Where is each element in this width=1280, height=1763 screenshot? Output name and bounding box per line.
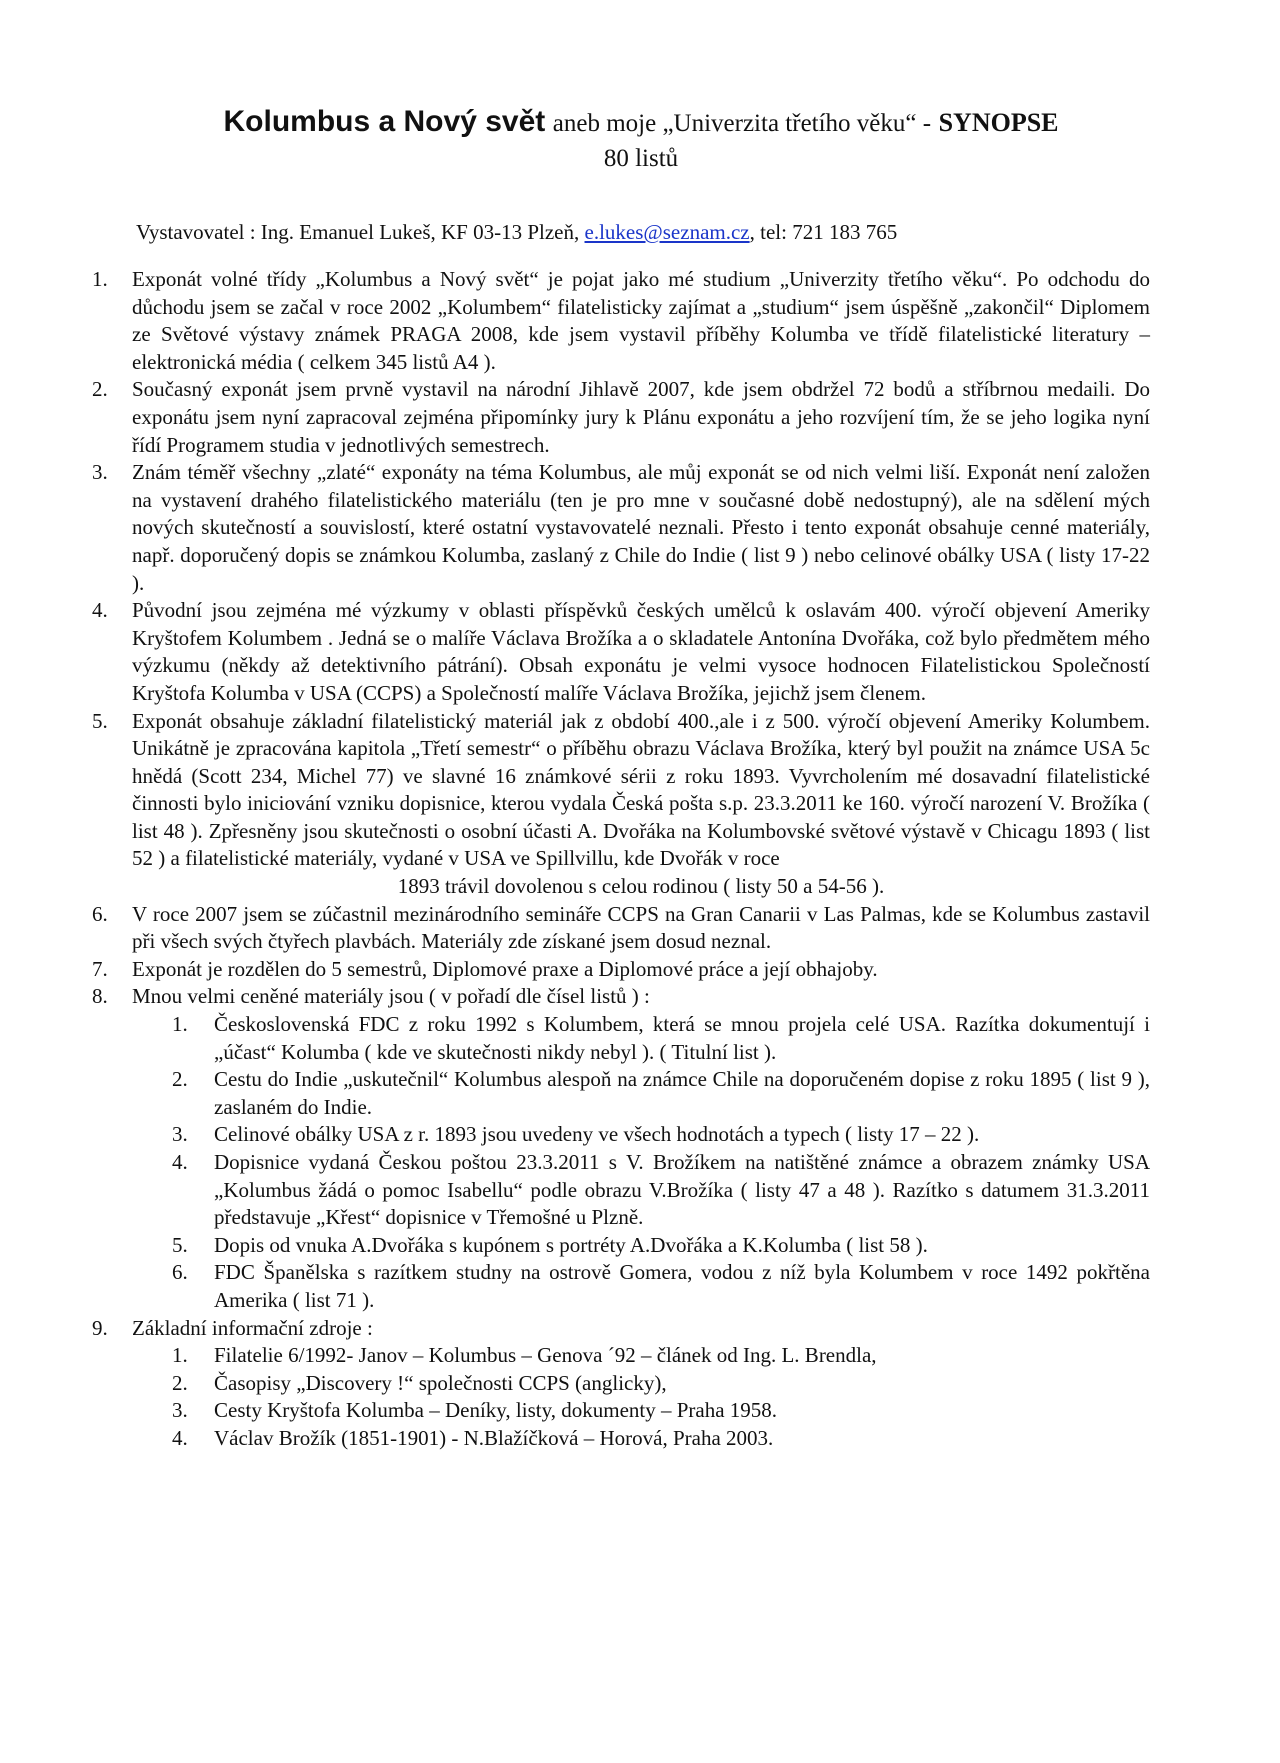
list-item xyxy=(92,376,1150,459)
material-number: 1. xyxy=(172,1012,188,1037)
material-number: 3. xyxy=(172,1122,188,1147)
material-text: FDC Španělska s razítkem studny na ostrově Gomera, vodou z níž byla Kolumbem v roce 1492 pokřtěna Amerika ( list 71 ). xyxy=(214,1260,1150,1312)
sheet-count: 80 listů xyxy=(603,145,679,172)
synopsis-list xyxy=(92,266,1150,1453)
item-text: Exponát je rozdělen do 5 semestrů, Diplomové praxe a Diplomové práce a její obhajoby. xyxy=(132,956,878,981)
source-text: Cesty Kryštofa Kolumba – Deníky, listy, dokumenty – Praha 1958. xyxy=(214,1398,778,1423)
material-text: Dopisnice vydaná Českou poštou 23.3.2011 s V. Brožíkem na natištěné známce a obrazem známky USA „Kolumbus žádá o pomoc Isabellu“ podle obrazu V.Brožíka ( listy 47 a 48 ). Razítko s datumem 31.3.2011 představuje „Křest“ dopisnice v Třemošné u Plzně. xyxy=(214,1150,1150,1230)
title-main: Kolumbus a Nový svět xyxy=(223,105,546,138)
exhibitor-phone: , tel: 721 183 765 xyxy=(749,220,898,244)
item-number: 4. xyxy=(92,598,108,623)
item-number: 7. xyxy=(92,956,108,981)
material-number: 4. xyxy=(172,1150,188,1174)
material-item xyxy=(132,1121,1150,1149)
source-number: 2. xyxy=(172,1370,188,1395)
list-item xyxy=(92,708,1150,901)
title-synopse: SYNOPSE xyxy=(938,108,1059,137)
source-text: Václav Brožík (1851-1901) - N.Blažíčková – Horová, Praha 2003. xyxy=(214,1425,774,1450)
item-number: 2. xyxy=(92,377,108,402)
item-number: 6. xyxy=(92,901,108,926)
item-text-tail: 1893 trávil dovolenou s celou rodinou ( listy 50 a 54-56 ). xyxy=(397,874,885,899)
material-item xyxy=(132,1011,1150,1066)
source-item xyxy=(132,1425,1150,1453)
item-number: 5. xyxy=(92,708,108,733)
item-text: Původní jsou zejména mé výzkumy v oblasti příspěvků českých umělců k oslavám 400. výročí objevení Ameriky Kryštofem Kolumbem . Jedná se o malíře Václava Brožíka a o skladatele Antonína Dvořáka, což bylo předmětem mého výzkumu (někdy až detektivního pátrání). Obsah exponátu je velmi vysoce hodnocen Filatelistickou Společností Kryštofa Kolumba v USA (CCPS) a Společností malíře Václava Brožíka, jejichž jsem členem. xyxy=(132,598,1150,705)
list-item xyxy=(92,266,1150,376)
material-number: 5. xyxy=(172,1232,188,1257)
material-text: Celinové obálky USA z r. 1893 jsou uvedeny ve všech hodnotách a typech ( listy 17 – 22 ). xyxy=(214,1122,980,1147)
item-text: Exponát volné třídy „Kolumbus a Nový svět“ je pojat jako mé studium „Univerzity třetího věku“. Po odchodu do důchodu jsem se začal v roce 2002 „Kolumbem“ filatelisticky zajímat a „studium“ jsem úspěšně „zakončil“ Diplomem ze Světové výstavy známek PRAGA 2008, kde jsem vystavil příběhy Kolumba ve třídě filatelistické literatury – elektronická média ( celkem 345 listů A4 ). xyxy=(132,267,1150,374)
sources-list xyxy=(132,1342,1150,1452)
materials-list xyxy=(132,1011,1150,1315)
material-item xyxy=(132,1066,1150,1121)
material-number: 6. xyxy=(172,1260,188,1285)
material-item xyxy=(132,1259,1150,1314)
list-item xyxy=(92,983,1150,1314)
email-link[interactable]: e.lukes@seznam.cz xyxy=(584,220,750,244)
source-item xyxy=(132,1370,1150,1398)
item-text: Znám téměř všechny „zlaté“ exponáty na téma Kolumbus, ale můj exponát se od nich velmi liší. Exponát není založen na vystavení drahého filatelistického materiálu (ten je pro mne v současné době nedostupný), ale na sdělení mých nových skutečností a souvislostí, které ostatní vystavovatelé neznali. Přesto i tento exponát obsahuje cenné materiály, např. doporučený dopis se známkou Kolumba, zaslaný z Chile do Indie ( list 9 ) nebo celinové obálky USA ( listy 17-22 ). xyxy=(132,460,1150,595)
title-subtitle: aneb moje „Univerzita třetího věku“ - xyxy=(552,110,932,137)
document-title xyxy=(132,104,1150,142)
list-item xyxy=(92,459,1150,597)
list-item xyxy=(92,901,1150,956)
item-text: Mnou velmi ceněné materiály jsou ( v pořadí dle čísel listů ) : xyxy=(132,984,650,1009)
list-item xyxy=(92,597,1150,707)
list-item xyxy=(92,956,1150,984)
item-text: V roce 2007 jsem se zúčastnil mezinárodního semináře CCPS na Gran Canarii v Las Palmas, kde se Kolumbus zastavil při všech svých čtyřech plavbách. Materiály zde získané jsem dosud neznal. xyxy=(132,901,1150,954)
material-item xyxy=(132,1232,1150,1260)
item-number: 3. xyxy=(92,460,108,485)
source-text: Filatelie 6/1992- Janov – Kolumbus – Genova ´92 – článek od Ing. L. Brendla, xyxy=(214,1343,877,1368)
exhibitor-line xyxy=(136,218,1150,246)
material-text: Dopis od vnuka A.Dvořáka s kupónem s portréty A.Dvořáka a K.Kolumba ( list 58 ). xyxy=(214,1232,928,1257)
item-text: Základní informační zdroje : xyxy=(132,1315,373,1340)
exhibitor-label: Vystavovatel : Ing. Emanuel Lukeš, KF 03-13 Plzeň, xyxy=(136,220,580,244)
source-number: 4. xyxy=(172,1425,188,1450)
source-item xyxy=(132,1342,1150,1370)
source-item xyxy=(132,1397,1150,1425)
material-text: Československá FDC z roku 1992 s Kolumbem, která se mnou projela celé USA. Razítka dokumentují i „účast“ Kolumba ( kde ve skutečnosti nikdy nebyl ). ( Titulní list ). xyxy=(214,1012,1150,1064)
title-block xyxy=(132,104,1150,176)
item-number: 8. xyxy=(92,984,108,1009)
material-item xyxy=(132,1149,1150,1232)
source-number: 1. xyxy=(172,1343,188,1368)
item-number: 9. xyxy=(92,1315,108,1340)
list-item xyxy=(92,1315,1150,1453)
source-number: 3. xyxy=(172,1398,188,1423)
item-text: Exponát obsahuje základní filatelistický materiál jak z období 400.,ale i z 500. výročí objevení Ameriky Kolumbem. Unikátně je zpracována kapitola „Třetí semestr“ o příběhu obrazu Václava Brožíka, který byl použit na známce USA 5c hnědá (Scott 234, Michel 77) ve slavné 16 známkové sérii z roku 1893. Vyvrcholením mé dosavadní filatelistické činnosti bylo iniciování vzniku dopisnice, kterou vydala Česká pošta s.p. 23.3.2011 ke 160. výročí narození V. Brožíka ( list 48 ). Zpřesněny jsou skutečnosti o osobní účasti A. Dvořáka na Kolumbovské světové výstavě v Chicagu 1893 ( list 52 ) a filatelistické materiály, vydané v USA ve Spillvillu, kde Dvořák v roce xyxy=(132,708,1150,871)
material-text: Cestu do Indie „uskutečnil“ Kolumbus alespoň na známce Chile na doporučeném dopise z roku 1895 ( list 9 ), zaslaném do Indie. xyxy=(214,1067,1150,1119)
item-text: Současný exponát jsem prvně vystavil na národní Jihlavě 2007, kde jsem obdržel 72 bodů a stříbrnou medaili. Do exponátu jsem nyní zapracoval zejména připomínky jury k Plánu exponátu a jeho rozvíjení tím, že se jeho logika nyní řídí Programem studia v jednotlivých semestrech. xyxy=(132,377,1150,457)
material-number: 2. xyxy=(172,1067,188,1092)
source-text: Časopisy „Discovery !“ společnosti CCPS (anglicky), xyxy=(214,1370,667,1395)
item-number: 1. xyxy=(92,267,108,291)
